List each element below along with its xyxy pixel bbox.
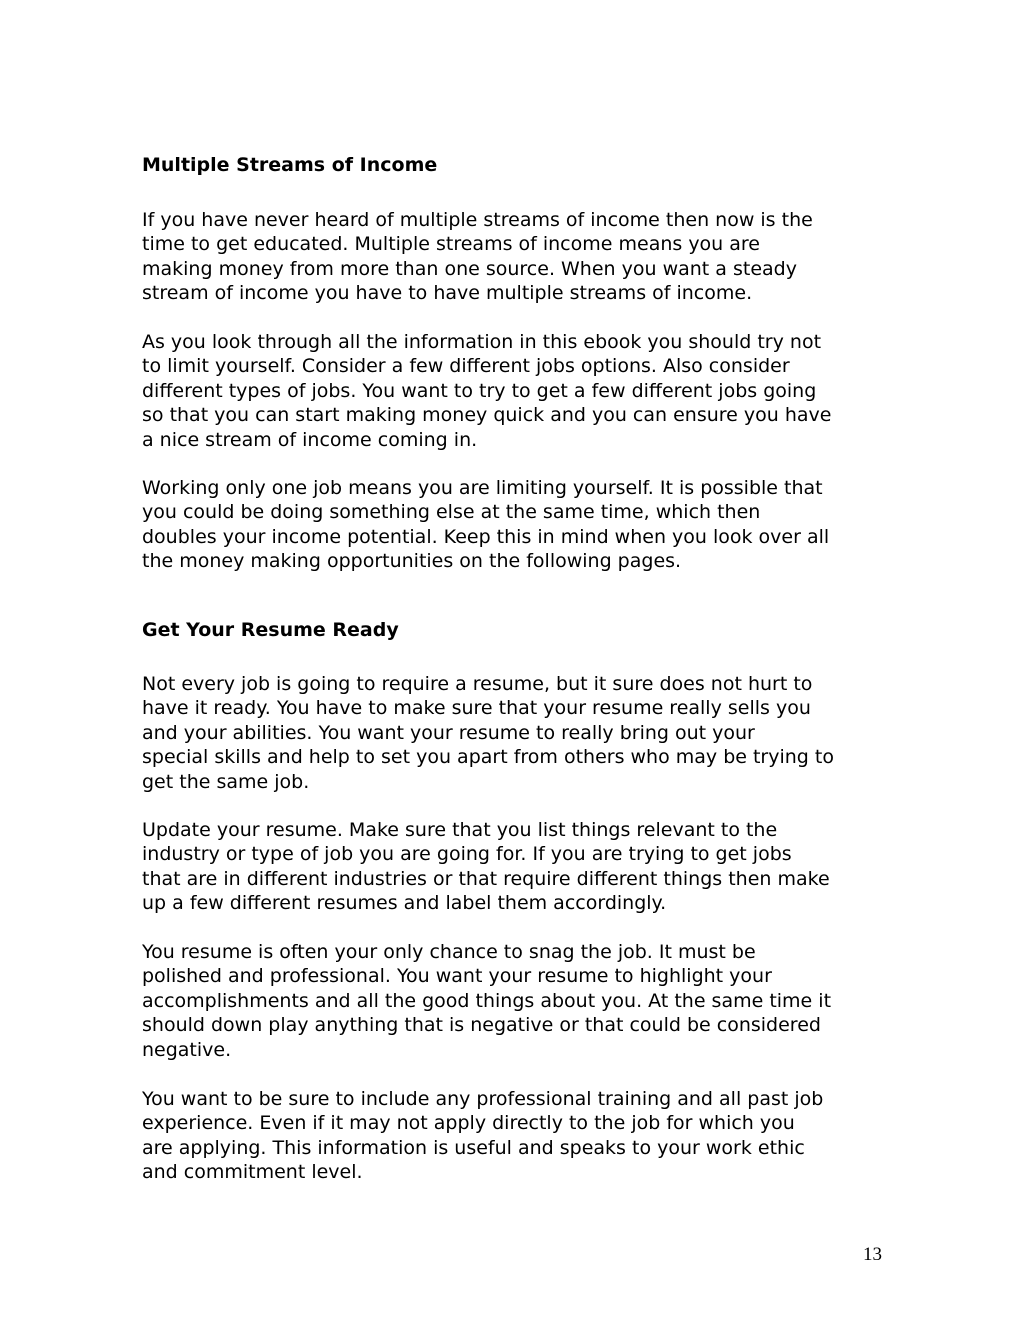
paragraph — [142, 818, 830, 916]
text-line: polished and professional. You want your resume to highlight your — [142, 965, 772, 988]
text-line: have it ready. You have to make sure that your resume really sells you — [142, 697, 811, 720]
text-line: Working only one job means you are limiting yourself. It is possible that — [142, 477, 823, 499]
paragraph — [142, 672, 834, 794]
paragraph — [142, 208, 813, 306]
text-line: you could be doing something else at the same time, which then — [142, 501, 761, 524]
text-line: special skills and help to set you apart from others who may be trying to — [142, 746, 834, 769]
text-line: doubles your income potential. Keep this in mind when you look over all — [142, 525, 830, 548]
text-line: Update your resume. Make sure that you list things relevant to the — [142, 819, 778, 841]
text-line: time to get educated. Multiple streams of income means you are — [142, 233, 760, 256]
text-line: are applying. This information is useful and speaks to your work ethic — [142, 1136, 805, 1159]
text-line: and commitment level. — [142, 1161, 363, 1184]
text-line: a nice stream of income coming in. — [142, 428, 478, 451]
text-line: that are in different industries or that require different things then make — [142, 867, 830, 890]
section-heading-multiple-streams: Multiple Streams of Income — [142, 154, 438, 176]
text-line: get the same job. — [142, 770, 310, 793]
text-line: the money making opportunities on the following pages. — [142, 550, 682, 573]
paragraph — [142, 330, 831, 452]
text-line: should down play anything that is negative or that could be considered — [142, 1014, 821, 1037]
text-line: to limit yourself. Consider a few different jobs options. Also consider — [142, 355, 790, 378]
text-line: negative. — [142, 1038, 232, 1061]
text-line: different types of jobs. You want to try to get a few different jobs going — [142, 379, 817, 402]
page-number: 13 — [863, 1244, 882, 1265]
paragraph — [142, 940, 831, 1062]
text-line: stream of income you have to have multiple streams of income. — [142, 282, 753, 305]
text-line: You want to be sure to include any professional training and all past job — [142, 1088, 824, 1110]
paragraph — [142, 1087, 823, 1185]
text-line: industry or type of job you are going for. If you are trying to get jobs — [142, 843, 792, 866]
text-line: up a few different resumes and label them accordingly. — [142, 892, 667, 915]
text-line: accomplishments and all the good things about you. At the same time it — [142, 989, 832, 1012]
paragraph — [142, 476, 829, 574]
section-heading-resume-ready: Get Your Resume Ready — [142, 619, 399, 641]
text-line: As you look through all the information in this ebook you should try not — [142, 331, 822, 353]
text-line: If you have never heard of multiple streams of income then now is the — [142, 209, 813, 231]
text-line: and your abilities. You want your resume to really bring out your — [142, 721, 755, 744]
text-line: experience. Even if it may not apply directly to the job for which you — [142, 1112, 795, 1135]
text-line: You resume is often your only chance to snag the job. It must be — [142, 941, 756, 963]
text-line: Not every job is going to require a resume, but it sure does not hurt to — [142, 673, 813, 695]
text-line: making money from more than one source. When you want a steady — [142, 257, 797, 280]
text-line: so that you can start making money quick and you can ensure you have — [142, 404, 832, 427]
